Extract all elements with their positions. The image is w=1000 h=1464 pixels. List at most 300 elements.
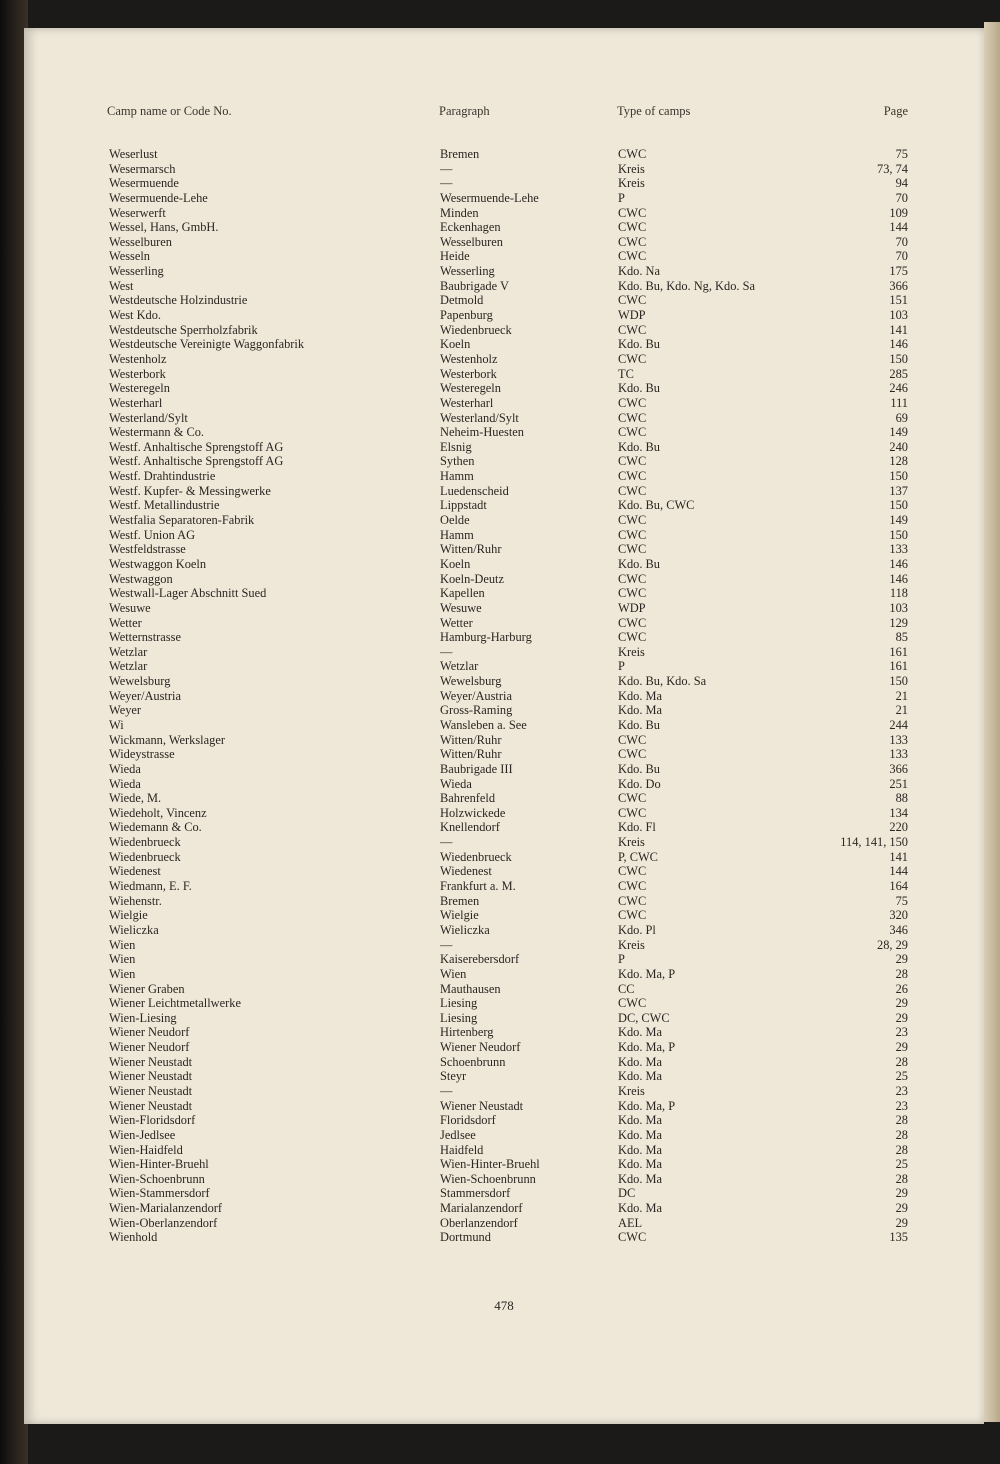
page-cell: 26 [895, 981, 908, 996]
paragraph-cell: Weyer/Austria [440, 688, 512, 703]
camp-name-cell: Westerharl [109, 395, 163, 410]
paragraph-cell: Witten/Ruhr [440, 732, 502, 747]
camp-name-cell: Wiener Leichtmetallwerke [109, 996, 241, 1011]
paragraph-cell: Hamm [440, 469, 474, 484]
type-cell: P [618, 190, 625, 205]
camp-name-cell: Westf. Anhaltische Sprengstoff AG [109, 454, 284, 469]
page-cell: 144 [889, 220, 908, 235]
camp-name-cell: Wienhold [109, 1230, 158, 1245]
camp-name-cell: Wetter [109, 615, 142, 630]
camp-name-cell: Wien-Schoenbrunn [109, 1171, 205, 1186]
table-row [24, 1186, 984, 1201]
table-row [24, 396, 984, 411]
camp-name-cell: Westdeutsche Sperrholzfabrik [109, 322, 258, 337]
table-row [24, 206, 984, 221]
camp-name-cell: West [109, 278, 134, 293]
table-row [24, 367, 984, 382]
type-cell: Kdo. Ma [618, 1025, 663, 1040]
paragraph-cell: Elsnig [440, 439, 472, 454]
camp-name-cell: Wesermuende-Lehe [109, 190, 208, 205]
paragraph-cell: — [440, 161, 453, 176]
paragraph-cell: Wetter [440, 615, 473, 630]
type-cell: DC [618, 1186, 636, 1201]
paragraph-cell: Liesing [440, 1010, 478, 1025]
page-cell: 111 [890, 395, 908, 410]
paragraph-cell: Holzwickede [440, 805, 506, 820]
type-cell: Kdo. Ma [618, 1157, 663, 1172]
page-cell: 29 [895, 1186, 908, 1201]
paragraph-cell: Wesuwe [440, 600, 482, 615]
paragraph-cell: Westenholz [440, 351, 498, 366]
camp-name-cell: Wiener Neudorf [109, 1025, 190, 1040]
table-row [24, 879, 984, 894]
camp-name-cell: Wetzlar [109, 659, 148, 674]
camp-name-cell: Wi [109, 717, 124, 732]
paragraph-cell: Bremen [440, 147, 480, 161]
paragraph-cell: Wielgie [440, 908, 479, 923]
camp-name-cell: Wiedenbrueck [109, 835, 181, 850]
index-page [24, 28, 984, 1424]
type-cell: CWC [618, 542, 647, 557]
type-cell: CWC [618, 791, 647, 806]
paragraph-cell: Koeln-Deutz [440, 571, 504, 586]
type-cell: Kdo. Bu [618, 381, 660, 396]
camp-name-cell: Wieda [109, 776, 141, 791]
type-cell: Kdo. Bu [618, 717, 660, 732]
table-row [24, 1230, 984, 1245]
table-row [24, 249, 984, 264]
type-cell: Kdo. Bu, CWC [618, 498, 695, 513]
type-cell: CWC [618, 615, 647, 630]
page-cell: 28 [895, 966, 908, 981]
table-row [24, 820, 984, 835]
type-cell: CWC [618, 220, 647, 235]
type-cell: Kdo. Bu [618, 439, 660, 454]
camp-name-cell: Westf. Kupfer- & Messingwerke [109, 483, 271, 498]
table-row [24, 337, 984, 352]
camp-name-cell: Wien-Liesing [109, 1010, 177, 1025]
table-row [24, 572, 984, 587]
paragraph-cell: Mauthausen [440, 981, 501, 996]
paragraph-cell: Bahrenfeld [440, 791, 496, 806]
type-cell: CWC [618, 513, 647, 528]
type-cell: CWC [618, 483, 647, 498]
camp-name-cell: Wetternstrasse [109, 630, 181, 645]
table-row [24, 996, 984, 1011]
page-cell: 161 [889, 659, 908, 674]
paragraph-cell: Westerbork [440, 366, 497, 381]
page-cell: 88 [895, 791, 908, 806]
table-row [24, 689, 984, 704]
page-cell: 161 [889, 644, 908, 659]
table-row [24, 308, 984, 323]
table-row [24, 1055, 984, 1070]
camp-name-cell: Westwaggon [109, 571, 173, 586]
table-row [24, 952, 984, 967]
camp-name-cell: Westf. Union AG [109, 527, 196, 542]
type-cell: Kdo. Bu, Kdo. Sa [618, 674, 707, 689]
paragraph-cell: Stammersdorf [440, 1186, 511, 1201]
camp-name-cell: Wien-Floridsdorf [109, 1113, 196, 1128]
type-cell: CWC [618, 1230, 647, 1245]
page-cell: 146 [889, 571, 908, 586]
type-cell: Kdo. Bu [618, 337, 660, 352]
camp-name-cell: Wien [109, 952, 136, 967]
table-row [24, 425, 984, 440]
type-cell: CWC [618, 234, 647, 249]
camp-name-cell: Wesermuende [109, 176, 179, 191]
table-row [24, 1025, 984, 1040]
page-cell: 135 [889, 1230, 908, 1245]
page-cell: 25 [895, 1157, 908, 1172]
type-cell: Kdo. Ma [618, 1201, 663, 1216]
page-cell: 150 [889, 527, 908, 542]
type-cell: CWC [618, 410, 647, 425]
camp-name-cell: Wien-Marialanzendorf [109, 1201, 223, 1216]
type-cell: CWC [618, 805, 647, 820]
page-cell: 366 [889, 278, 908, 293]
paragraph-cell: Oelde [440, 513, 470, 528]
page-cell: 146 [889, 556, 908, 571]
table-row [24, 1172, 984, 1187]
table-row [24, 659, 984, 674]
paragraph-cell: Liesing [440, 996, 478, 1011]
page-cell: 73, 74 [877, 161, 908, 176]
page-cell: 346 [889, 922, 908, 937]
table-row [24, 1084, 984, 1099]
type-cell: Kdo. Pl [618, 922, 656, 937]
table-row [24, 498, 984, 513]
page-cell: 149 [889, 425, 908, 440]
type-cell: CWC [618, 996, 647, 1011]
camp-name-cell: Westerland/Sylt [109, 410, 188, 425]
type-cell: Kdo. Na [618, 264, 660, 279]
type-cell: Kdo. Ma [618, 1127, 663, 1142]
table-row [24, 411, 984, 426]
camp-name-cell: Wessel, Hans, GmbH. [109, 220, 219, 235]
page-cell: 141 [889, 322, 908, 337]
type-cell: Kdo. Ma [618, 703, 663, 718]
page-cell: 28 [895, 1127, 908, 1142]
table-row [24, 293, 984, 308]
table-row [24, 806, 984, 821]
camp-name-cell: Wesermarsch [109, 161, 176, 176]
paragraph-cell: Westeregeln [440, 381, 501, 396]
type-cell: Kreis [618, 176, 645, 191]
type-cell: WDP [618, 308, 646, 323]
type-cell: Kdo. Bu [618, 761, 660, 776]
type-cell: Kdo. Bu, Kdo. Ng, Kdo. Sa [618, 278, 755, 293]
paragraph-cell: Wesermuende-Lehe [440, 190, 539, 205]
table-row [24, 908, 984, 923]
paragraph-cell: Wiener Neudorf [440, 1040, 521, 1055]
page-number: 478 [494, 1298, 514, 1313]
page-cell: 29 [895, 1215, 908, 1230]
page-cell: 320 [889, 908, 908, 923]
table-row [24, 323, 984, 338]
camp-name-cell: Wiedenbrueck [109, 849, 181, 864]
paragraph-cell: Neheim-Huesten [440, 425, 524, 440]
camp-name-cell: Wiener Neustadt [109, 1054, 193, 1069]
camp-name-cell: Wien-Jedlsee [109, 1127, 176, 1142]
camp-name-cell: Wiedeholt, Vincenz [109, 805, 207, 820]
page-cell: 133 [889, 732, 908, 747]
page-cell: 103 [889, 600, 908, 615]
table-row [24, 1099, 984, 1114]
table-row [24, 1040, 984, 1055]
paragraph-cell: Witten/Ruhr [440, 747, 502, 762]
paragraph-cell: Wieliczka [440, 922, 490, 937]
camp-name-cell: Wien [109, 966, 136, 981]
table-row [24, 645, 984, 660]
page-cell: 137 [889, 483, 908, 498]
header-camp-name: Camp name or Code No. [107, 104, 232, 118]
type-cell: CWC [618, 571, 647, 586]
camp-name-cell: Weserwerft [109, 205, 166, 220]
page-cell: 285 [889, 366, 908, 381]
type-cell: WDP [618, 600, 646, 615]
camp-name-cell: Westfalia Separatoren-Fabrik [109, 513, 255, 528]
table-row [24, 1011, 984, 1026]
camp-name-cell: Wien-Hinter-Bruehl [109, 1157, 209, 1172]
page-cell: 220 [889, 820, 908, 835]
page-cell: 246 [889, 381, 908, 396]
table-row [24, 733, 984, 748]
page-cell: 28 [895, 1171, 908, 1186]
paragraph-cell: Lippstadt [440, 498, 487, 513]
page-cell: 240 [889, 439, 908, 454]
type-cell: P [618, 659, 625, 674]
page-cell: 150 [889, 351, 908, 366]
camp-name-cell: Wien-Haidfeld [109, 1142, 183, 1157]
paragraph-cell: Schoenbrunn [440, 1054, 506, 1069]
type-cell: CWC [618, 469, 647, 484]
camp-name-cell: Wiener Neustadt [109, 1069, 193, 1084]
paragraph-cell: Haidfeld [440, 1142, 484, 1157]
table-row [24, 557, 984, 572]
page-edge [984, 22, 1000, 1422]
camp-name-cell: Wetzlar [109, 644, 148, 659]
paragraph-cell: Westerharl [440, 395, 494, 410]
paragraph-cell: — [440, 644, 453, 659]
table-row [24, 513, 984, 528]
table-row [24, 674, 984, 689]
paragraph-cell: Wesserling [440, 264, 495, 279]
type-cell: Kdo. Ma [618, 1069, 663, 1084]
table-row [24, 864, 984, 879]
camp-name-cell: Wesserling [109, 264, 164, 279]
paragraph-cell: Hamburg-Harburg [440, 630, 532, 645]
type-cell: Kdo. Ma [618, 688, 663, 703]
type-cell: Kdo. Ma, P [618, 1040, 676, 1055]
paragraph-cell: Wien [440, 966, 467, 981]
table-row [24, 176, 984, 191]
paragraph-cell: Oberlanzendorf [440, 1215, 518, 1230]
type-cell: Kdo. Ma [618, 1171, 663, 1186]
paragraph-cell: Steyr [440, 1069, 467, 1084]
paragraph-cell: Baubrigade III [440, 761, 513, 776]
page-cell: 150 [889, 498, 908, 513]
paragraph-cell: — [440, 835, 453, 850]
type-cell: P, CWC [618, 849, 658, 864]
page-cell: 103 [889, 308, 908, 323]
page-cell: 244 [889, 717, 908, 732]
table-row [24, 1201, 984, 1216]
header-type-of-camps: Type of camps [617, 104, 691, 118]
type-cell: P [618, 952, 625, 967]
camp-name-cell: Weserlust [109, 147, 158, 161]
page-cell: 23 [895, 1084, 908, 1098]
paragraph-cell: Wesselburen [440, 234, 503, 249]
page-cell: 133 [889, 747, 908, 762]
table-row [24, 235, 984, 250]
table-row [24, 1216, 984, 1231]
table-row [24, 191, 984, 206]
table-row [24, 967, 984, 982]
type-cell: Kdo. Bu [618, 556, 660, 571]
page-cell: 70 [895, 190, 908, 205]
paragraph-cell: Hamm [440, 527, 474, 542]
table-row [24, 703, 984, 718]
page-cell: 29 [895, 1040, 908, 1055]
table-row [24, 469, 984, 484]
table-row [24, 923, 984, 938]
camp-name-cell: Wesselburen [109, 234, 172, 249]
table-row [24, 1157, 984, 1172]
type-cell: Kdo. Ma, P [618, 1098, 676, 1113]
table-row [24, 718, 984, 733]
paragraph-cell: Hirtenberg [440, 1025, 494, 1040]
camp-name-cell: Westwall-Lager Abschnitt Sued [109, 586, 267, 601]
page-cell: 128 [889, 454, 908, 469]
camp-name-cell: Weyer [109, 703, 142, 718]
table-row [24, 1128, 984, 1143]
camp-name-cell: Wien-Stammersdorf [109, 1186, 210, 1201]
type-cell: CWC [618, 147, 647, 161]
paragraph-cell: Wewelsburg [440, 674, 502, 689]
paragraph-cell: Papenburg [440, 308, 493, 323]
table-row [24, 747, 984, 762]
camp-name-cell: Westf. Metallindustrie [109, 498, 220, 513]
type-cell: Kdo. Ma, P [618, 966, 676, 981]
paragraph-cell: Frankfurt a. M. [440, 879, 516, 894]
page-cell: 85 [895, 630, 908, 645]
paragraph-cell: Detmold [440, 293, 484, 308]
paragraph-cell: Wien-Schoenbrunn [440, 1171, 536, 1186]
type-cell: Kdo. Ma [618, 1113, 663, 1128]
camp-name-cell: Wiener Graben [109, 981, 185, 996]
table-row [24, 542, 984, 557]
camp-name-cell: Westerbork [109, 366, 166, 381]
table-row [24, 484, 984, 499]
type-cell: CWC [618, 205, 647, 220]
camp-name-cell: Wewelsburg [109, 674, 171, 689]
page-cell: 29 [895, 1010, 908, 1025]
paragraph-cell: Bremen [440, 893, 480, 908]
page-cell: 28, 29 [877, 937, 908, 952]
type-cell: Kdo. Ma [618, 1142, 663, 1157]
table-row [24, 601, 984, 616]
paragraph-cell: Westerland/Sylt [440, 410, 519, 425]
camp-name-cell: Westdeutsche Holzindustrie [109, 293, 248, 308]
type-cell: CWC [618, 586, 647, 601]
page-cell: 28 [895, 1113, 908, 1128]
paragraph-cell: Wiener Neustadt [440, 1098, 524, 1113]
page-cell: 144 [889, 864, 908, 879]
page-cell: 251 [889, 776, 908, 791]
page-cell: 150 [889, 674, 908, 689]
type-cell: TC [618, 366, 634, 381]
camp-name-cell: Wielgie [109, 908, 148, 923]
type-cell: CWC [618, 322, 647, 337]
table-row [24, 381, 984, 396]
paragraph-cell: — [440, 937, 453, 952]
type-cell: CWC [618, 893, 647, 908]
paragraph-cell: Koeln [440, 337, 471, 352]
table-row [24, 938, 984, 953]
page-cell: 25 [895, 1069, 908, 1084]
type-cell: Kreis [618, 937, 645, 952]
camp-name-cell: Westermann & Co. [109, 425, 205, 440]
paragraph-cell: Wansleben a. See [440, 717, 527, 732]
paragraph-cell: Witten/Ruhr [440, 542, 502, 557]
page-cell: 366 [889, 761, 908, 776]
camp-name-cell: Wiener Neustadt [109, 1084, 193, 1098]
column-headers [24, 104, 984, 124]
page-cell: 164 [889, 879, 908, 894]
table-row [24, 894, 984, 909]
camp-name-cell: Westdeutsche Vereinigte Waggonfabrik [109, 337, 305, 352]
header-page: Page [883, 104, 908, 118]
paragraph-cell: Wien-Hinter-Bruehl [440, 1157, 540, 1172]
table-row [24, 850, 984, 865]
type-cell: CWC [618, 908, 647, 923]
table-row [24, 1143, 984, 1158]
paragraph-cell: Dortmund [440, 1230, 491, 1245]
page-cell: 23 [895, 1025, 908, 1040]
camp-name-cell: Westf. Drahtindustrie [109, 469, 216, 484]
camp-name-cell: Wiedemann & Co. [109, 820, 202, 835]
paragraph-cell: Baubrigade V [440, 278, 509, 293]
page-cell: 94 [895, 176, 908, 191]
camp-name-cell: Westeregeln [109, 381, 170, 396]
page-cell: 133 [889, 542, 908, 557]
table-row [24, 616, 984, 631]
page-cell: 109 [889, 205, 908, 220]
paragraph-cell: Wiedenbrueck [440, 322, 512, 337]
table-row [24, 147, 984, 162]
table-row [24, 630, 984, 645]
page-cell: 151 [889, 293, 908, 308]
paragraph-cell: Wieda [440, 776, 472, 791]
type-cell: CWC [618, 732, 647, 747]
page-cell: 29 [895, 996, 908, 1011]
type-cell: CC [618, 981, 635, 996]
type-cell: DC, CWC [618, 1010, 670, 1025]
camp-name-cell: Wideystrasse [109, 747, 175, 762]
camp-name-cell: Westf. Anhaltische Sprengstoff AG [109, 439, 284, 454]
table-row [24, 1113, 984, 1128]
page-cell: 21 [895, 688, 908, 703]
camp-name-cell: Wiede, M. [109, 791, 162, 806]
paragraph-cell: Sythen [440, 454, 475, 469]
type-cell: CWC [618, 864, 647, 879]
page-cell: 150 [889, 469, 908, 484]
camp-name-cell: Wesuwe [109, 600, 151, 615]
page-cell: 129 [889, 615, 908, 630]
page-cell: 69 [895, 410, 908, 425]
camp-name-cell: Wien [109, 937, 136, 952]
